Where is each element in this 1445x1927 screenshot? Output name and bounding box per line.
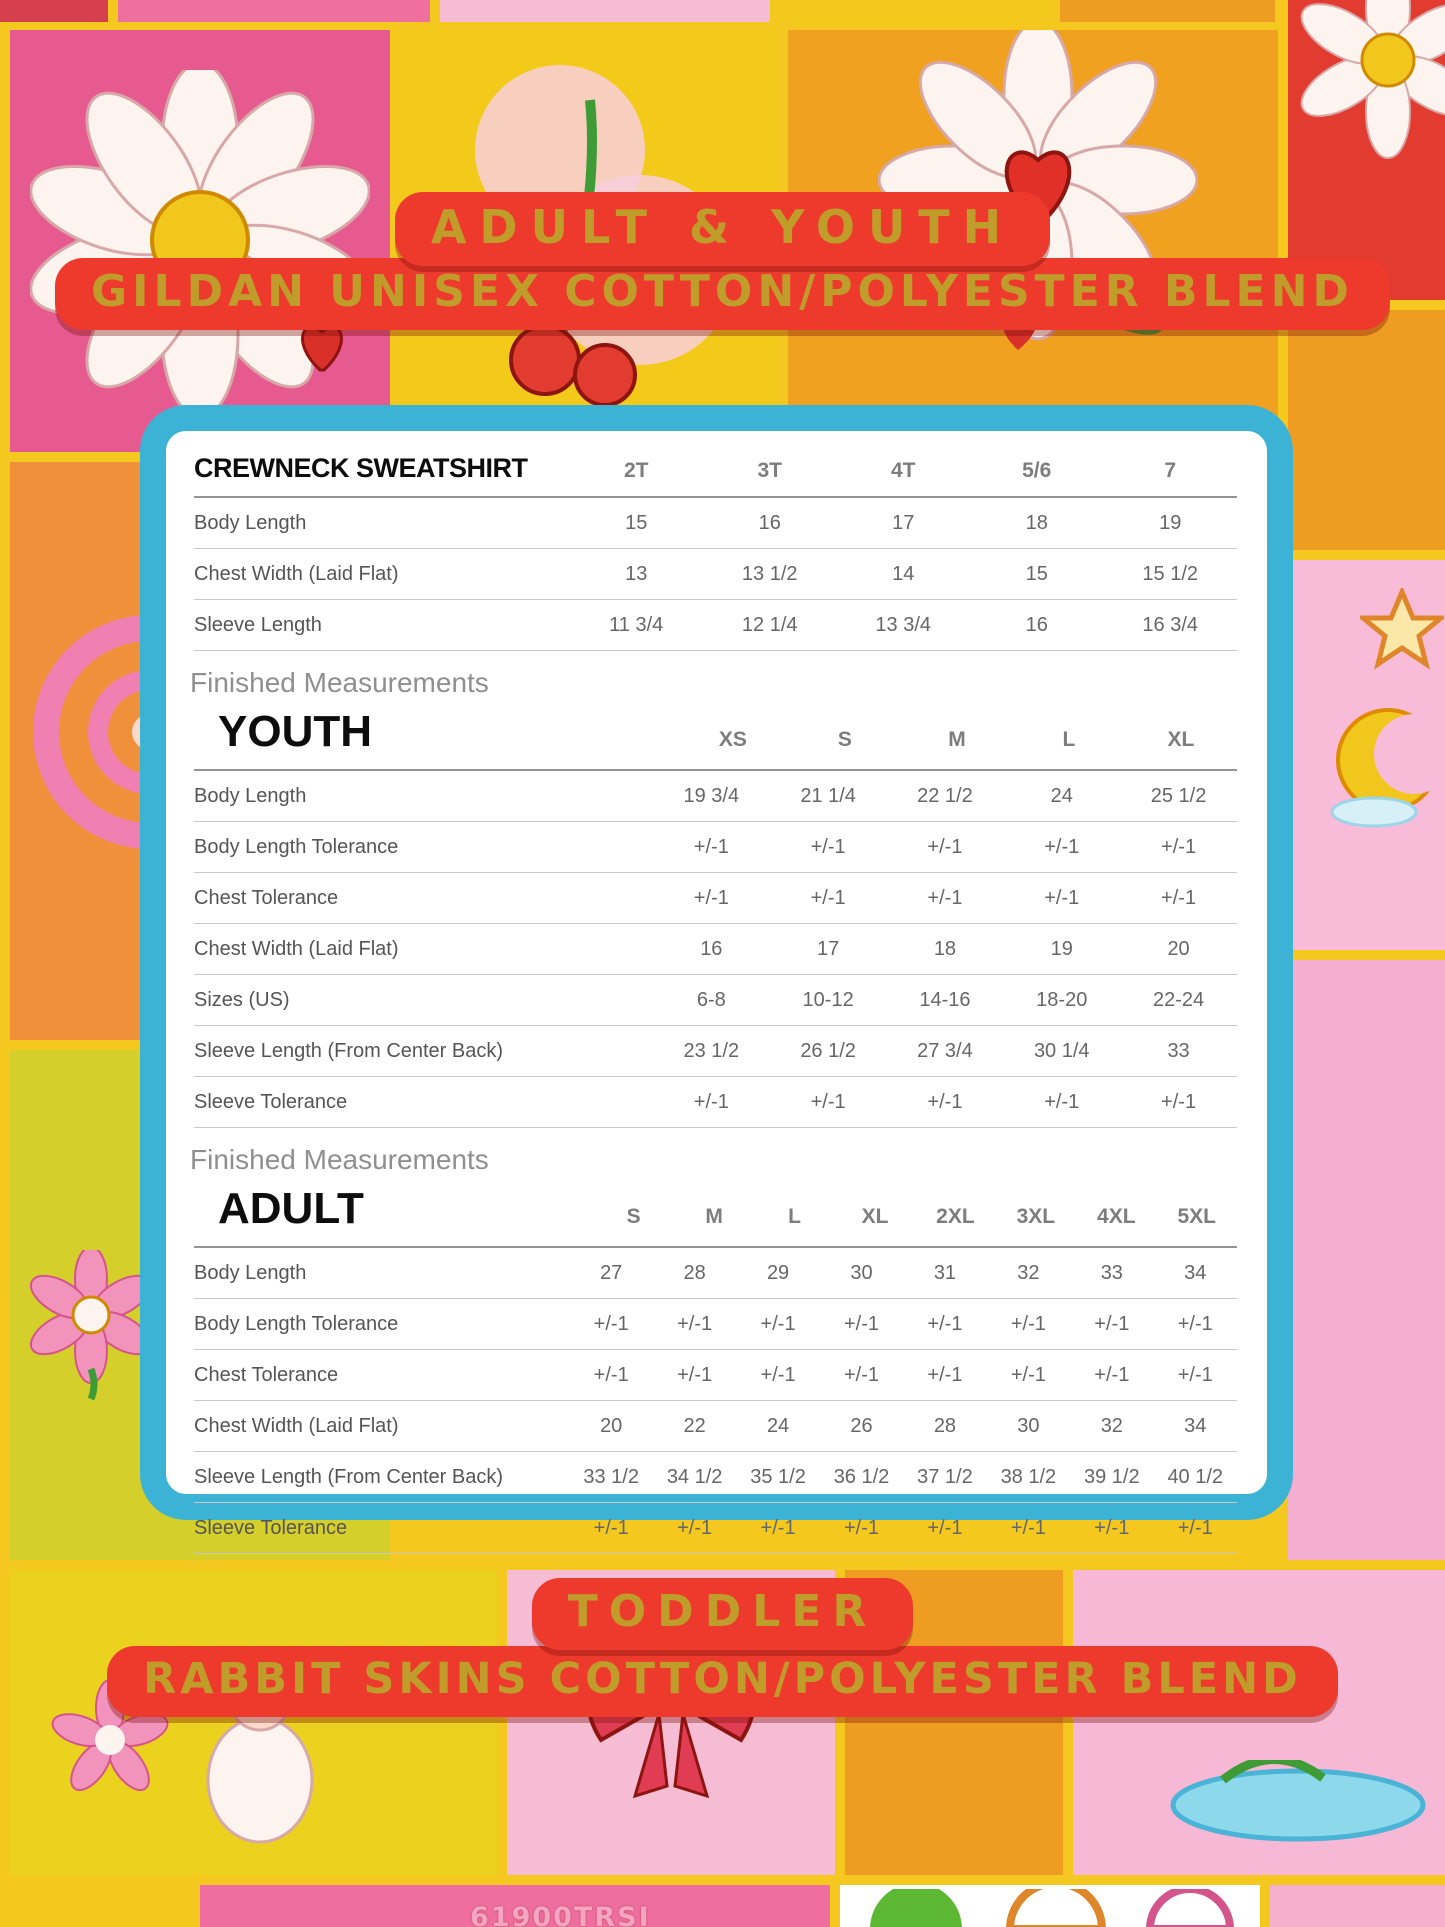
row-label: Sleeve Length (From Center Back)	[194, 1465, 504, 1488]
puddle-icon	[1163, 1760, 1433, 1850]
cell-value: +/-1	[1177, 1312, 1213, 1335]
cell-value: +/-1	[843, 1312, 880, 1335]
background-tile	[118, 0, 430, 22]
cell-value: 14	[892, 562, 915, 585]
size-column-header: 3T	[757, 459, 782, 482]
cell-value: 19	[1159, 511, 1182, 534]
cell-value: 30 1/4	[1033, 1039, 1090, 1062]
bottom-banner-line2	[0, 1646, 1445, 1717]
table-row	[194, 975, 1237, 1026]
cell-value: 18-20	[1036, 988, 1088, 1011]
size-column-header: S	[837, 728, 852, 751]
size-column-header: 4T	[890, 459, 916, 482]
cell-value: 22	[683, 1414, 706, 1437]
table-row	[194, 1401, 1237, 1452]
row-label: Sleeve Length	[194, 613, 322, 636]
table-row	[194, 600, 1237, 651]
melon-icon	[860, 1889, 1240, 1927]
size-column-header: S	[626, 1205, 641, 1228]
youth-table-title: YOUTH	[218, 707, 372, 756]
cell-value: 18	[933, 937, 957, 960]
adult-table-title: ADULT	[218, 1184, 364, 1233]
cell-value: 36 1/2	[833, 1465, 890, 1488]
cell-value: 39 1/2	[1084, 1465, 1140, 1488]
adult-table	[190, 1144, 1237, 1554]
size-column-header: 2T	[623, 459, 649, 482]
background-tile	[1288, 560, 1445, 950]
daisy-icon	[1298, 0, 1445, 170]
row-label: Body Length	[194, 784, 307, 807]
cell-value: +/-1	[1010, 1516, 1046, 1539]
size-column-header: 7	[1164, 459, 1177, 482]
bottom-banner-line2-text: RABBIT SKINS COTTON/POLYESTER BLEND	[107, 1646, 1338, 1717]
size-column-header: XL	[1167, 728, 1195, 751]
size-column-header: L	[788, 1205, 801, 1228]
cell-value: 27	[600, 1261, 623, 1284]
cell-value: 13 1/2	[741, 562, 798, 585]
cell-value: 28	[933, 1414, 957, 1437]
cell-value: +/-1	[927, 1516, 963, 1539]
product-code-watermark: 61900TRSI	[470, 1902, 651, 1927]
row-label: Chest Tolerance	[194, 886, 339, 909]
row-label: Chest Width (Laid Flat)	[194, 562, 399, 585]
size-column-header: 3XL	[1016, 1205, 1056, 1228]
cell-value: +/-1	[927, 1363, 963, 1386]
youth-table	[190, 667, 1237, 1128]
cell-value: 30	[850, 1261, 873, 1284]
cell-value: 20	[600, 1414, 623, 1437]
youth-header-row	[194, 699, 1237, 771]
cell-value: 12 1/4	[741, 613, 798, 636]
youth-section-label: Finished Measurements	[190, 667, 489, 698]
cell-value: 26 1/2	[800, 1039, 856, 1062]
cell-value: +/-1	[693, 1090, 729, 1113]
cell-value: +/-1	[1094, 1312, 1130, 1335]
cell-value: +/-1	[760, 1516, 796, 1539]
cell-value: +/-1	[693, 835, 729, 858]
cell-value: +/-1	[810, 835, 846, 858]
cell-value: 15	[625, 511, 648, 534]
table-row	[194, 1248, 1237, 1299]
size-chart-card	[140, 405, 1293, 1539]
cell-value: 34 1/2	[666, 1465, 723, 1488]
background-tile	[440, 0, 770, 22]
table-row	[194, 1452, 1237, 1503]
cell-value: +/-1	[1177, 1516, 1213, 1539]
row-label: Sleeve Tolerance	[194, 1090, 348, 1113]
background-tile	[1288, 960, 1445, 1560]
cell-value: 33	[1167, 1039, 1190, 1062]
cell-value: +/-1	[810, 1090, 846, 1113]
cell-value: +/-1	[1161, 886, 1197, 909]
cell-value: 22 1/2	[917, 784, 973, 807]
cell-value: 23 1/2	[683, 1039, 740, 1062]
row-label: Body Length Tolerance	[194, 1312, 399, 1335]
cell-value: 32	[1017, 1261, 1040, 1284]
row-label: Body Length	[194, 1261, 307, 1284]
row-label: Body Length Tolerance	[194, 835, 399, 858]
cell-value: 37 1/2	[917, 1465, 973, 1488]
cell-value: 31	[933, 1261, 957, 1284]
cell-value: 32	[1100, 1414, 1123, 1437]
row-label: Sleeve Length (From Center Back)	[194, 1039, 504, 1062]
row-label: Chest Tolerance	[194, 1363, 339, 1386]
cell-value: +/-1	[677, 1363, 713, 1386]
cell-value: 14-16	[919, 988, 971, 1011]
cell-value: +/-1	[1161, 835, 1197, 858]
cell-value: 22-24	[1152, 988, 1205, 1011]
table-row	[194, 1026, 1237, 1077]
size-column-header: 4XL	[1097, 1205, 1136, 1228]
cell-value: 10-12	[802, 988, 854, 1011]
flower-icon	[26, 1250, 156, 1400]
table-row	[194, 1077, 1237, 1128]
cell-value: 38 1/2	[1000, 1465, 1057, 1488]
cell-value: +/-1	[677, 1516, 713, 1539]
cell-value: 24	[766, 1414, 790, 1437]
row-label: Chest Width (Laid Flat)	[194, 1414, 399, 1437]
cell-value: +/-1	[843, 1516, 880, 1539]
cell-value: +/-1	[1094, 1516, 1130, 1539]
size-column-header: XS	[718, 728, 747, 751]
crescent-moon-icon	[1328, 700, 1445, 830]
cell-value: +/-1	[677, 1312, 713, 1335]
cell-value: +/-1	[1177, 1363, 1213, 1386]
table-row	[194, 771, 1237, 822]
cell-value: 16	[758, 511, 781, 534]
cell-value: +/-1	[1044, 835, 1080, 858]
size-column-header: 5XL	[1177, 1205, 1216, 1228]
top-banner-line2	[0, 258, 1445, 330]
cloud-icon	[1332, 798, 1416, 826]
size-column-header: M	[948, 728, 966, 751]
cell-value: +/-1	[927, 1090, 963, 1113]
cell-value: +/-1	[593, 1363, 629, 1386]
cell-value: 21 1/4	[800, 784, 856, 807]
bottom-banner-line1	[0, 1578, 1445, 1650]
star-icon	[1360, 588, 1444, 672]
row-label: Sleeve Tolerance	[194, 1516, 348, 1539]
cell-value: +/-1	[760, 1312, 796, 1335]
cell-value: 6-8	[696, 988, 726, 1011]
cell-value: +/-1	[760, 1363, 796, 1386]
cell-value: 20	[1167, 937, 1190, 960]
cell-value: 34	[1184, 1261, 1207, 1284]
cell-value: 17	[817, 937, 840, 960]
cell-value: 16 3/4	[1142, 613, 1199, 636]
cell-value: 35 1/2	[750, 1465, 806, 1488]
size-column-header: L	[1062, 728, 1076, 751]
table-row	[194, 924, 1237, 975]
cell-value: +/-1	[1044, 1090, 1080, 1113]
table-row	[194, 1350, 1237, 1401]
cell-value: 17	[892, 511, 915, 534]
adult-section-label: Finished Measurements	[190, 1144, 489, 1175]
cell-value: 19 3/4	[683, 784, 740, 807]
toddler-table-title: CREWNECK SWEATSHIRT	[194, 453, 528, 483]
size-column-header: XL	[861, 1205, 889, 1228]
size-column-header: 2XL	[936, 1205, 975, 1228]
cell-value: +/-1	[593, 1516, 629, 1539]
background-tile	[780, 0, 1050, 22]
cell-value: 28	[683, 1261, 706, 1284]
cell-value: 30	[1017, 1414, 1040, 1437]
cell-value: +/-1	[1010, 1312, 1046, 1335]
cell-value: 13	[625, 562, 648, 585]
row-label: Chest Width (Laid Flat)	[194, 937, 399, 960]
background-tile	[0, 0, 108, 22]
cell-value: 16	[1025, 613, 1048, 636]
adult-header-row	[194, 1176, 1237, 1248]
background-tile	[840, 1885, 1260, 1927]
table-row	[194, 822, 1237, 873]
cell-value: 15	[1025, 562, 1048, 585]
table-row	[194, 1503, 1237, 1554]
cell-value: +/-1	[927, 835, 963, 858]
table-row	[194, 498, 1237, 549]
cell-value: +/-1	[593, 1312, 629, 1335]
top-banner-line2-text: GILDAN UNISEX COTTON/POLYESTER BLEND	[55, 258, 1390, 330]
cell-value: 16	[700, 937, 723, 960]
cell-value: 15 1/2	[1142, 562, 1199, 585]
cell-value: 29	[766, 1261, 790, 1284]
toddler-table	[194, 445, 1237, 651]
cell-value: +/-1	[1161, 1090, 1197, 1113]
cell-value: 18	[1025, 511, 1048, 534]
cell-value: 27 3/4	[917, 1039, 973, 1062]
table-row	[194, 549, 1237, 600]
cell-value: +/-1	[1044, 886, 1080, 909]
top-banner-line1	[0, 192, 1445, 266]
cell-value: 34	[1184, 1414, 1207, 1437]
cell-value: 26	[850, 1414, 873, 1437]
background-tile	[1060, 0, 1275, 22]
cell-value: +/-1	[927, 886, 963, 909]
cell-value: 19	[1050, 937, 1073, 960]
cell-value: +/-1	[843, 1363, 880, 1386]
cell-value: 24	[1050, 784, 1073, 807]
size-column-header: 5/6	[1022, 459, 1052, 482]
top-banner-line1-text: ADULT & YOUTH	[395, 192, 1050, 266]
cell-value: +/-1	[927, 1312, 963, 1335]
cell-value: 40 1/2	[1167, 1465, 1224, 1488]
toddler-header-row	[194, 445, 1237, 498]
table-row	[194, 1299, 1237, 1350]
row-label: Body Length	[194, 511, 307, 534]
cell-value: +/-1	[810, 886, 846, 909]
background-tile	[1288, 310, 1445, 550]
bottom-banner-line1-text: TODDLER	[532, 1578, 913, 1650]
cell-value: 11 3/4	[609, 613, 664, 636]
background-tile	[1270, 1885, 1445, 1927]
cell-value: 13 3/4	[875, 613, 932, 636]
cell-value: 25 1/2	[1150, 784, 1207, 807]
cell-value: 33	[1100, 1261, 1123, 1284]
size-column-header: M	[705, 1205, 723, 1228]
cell-value: 33 1/2	[583, 1465, 639, 1488]
cell-value: +/-1	[693, 886, 729, 909]
table-row	[194, 873, 1237, 924]
cell-value: +/-1	[1010, 1363, 1046, 1386]
row-label: Sizes (US)	[194, 988, 290, 1011]
cell-value: +/-1	[1094, 1363, 1130, 1386]
